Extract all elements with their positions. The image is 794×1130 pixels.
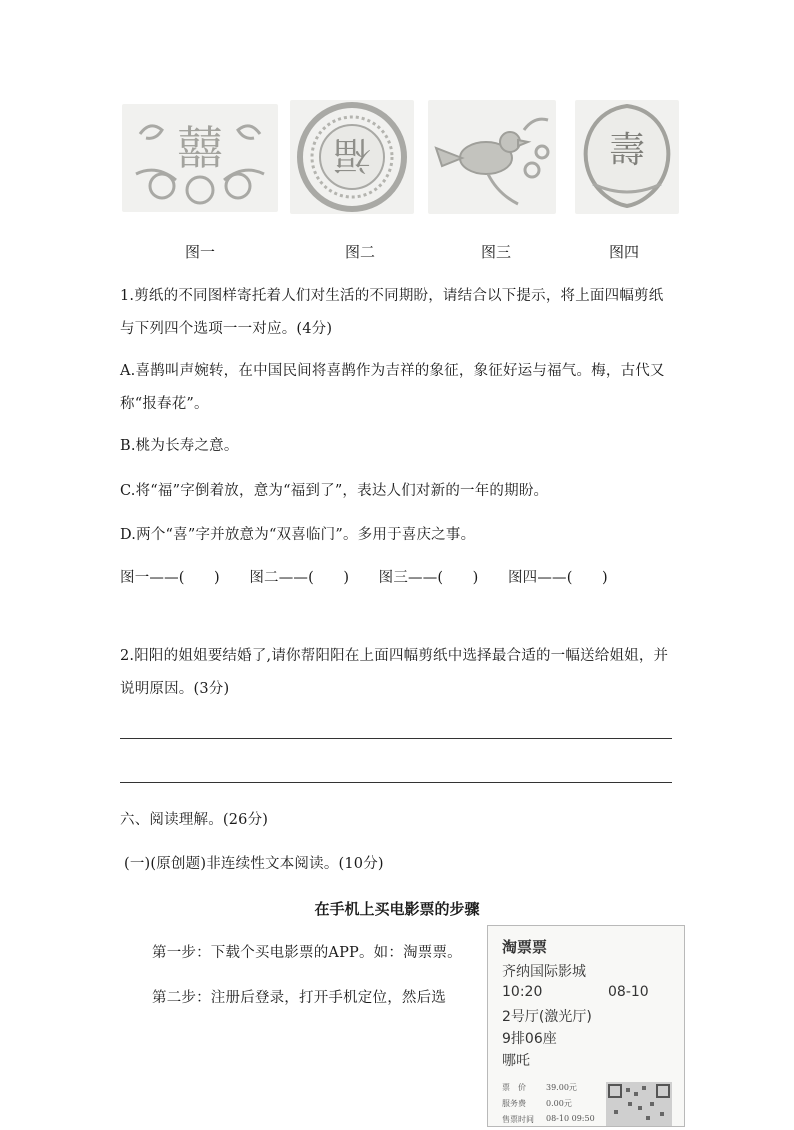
ticket-hall: 2号厅(激光厅)	[502, 1009, 592, 1025]
option-d: D.两个“喜”字并放意为“双喜临门”。多用于喜庆之事。	[120, 527, 476, 543]
section-6-subheading: (一)(原创题)非连续性文本阅读。(10分)	[124, 856, 384, 872]
option-c: C.将“福”字倒着放，意为“福到了”，表达人们对新的一年的期盼。	[120, 483, 549, 499]
step-2: 第二步：注册后登录，打开手机定位，然后选	[152, 990, 446, 1006]
ticket-price: 39.00元	[546, 1083, 577, 1092]
matching-answer-blanks[interactable]: 图一——( ) 图二——( ) 图三——( ) 图四——( )	[120, 570, 608, 586]
papercut-longevity	[575, 100, 679, 214]
question-2-prompt: 2.阳阳的姐姐要结婚了,请你帮阳阳在上面四幅剪纸中选择最合适的一幅送给姐姐，并说明原因。(3分)	[120, 648, 669, 697]
ticket-price-label: 票 价	[502, 1083, 526, 1092]
caption-figure-1: 图一	[184, 243, 215, 261]
option-b: B.桃为长寿之意。	[120, 438, 239, 454]
ticket-date: 08-10	[608, 984, 649, 1000]
papercut-fortune	[290, 100, 414, 214]
section-6-heading: 六、阅读理解。(26分)	[120, 812, 269, 828]
ticket-fee: 0.00元	[546, 1099, 572, 1108]
movie-ticket	[487, 925, 685, 1127]
ticket-brand: 淘票票	[502, 938, 548, 956]
ticket-sale-label: 售票时间	[502, 1115, 534, 1124]
papercut-magpie-plum	[428, 100, 556, 214]
answer-line-1[interactable]	[120, 738, 672, 739]
qr-code-icon	[606, 1082, 672, 1126]
svg-text:壽: 壽	[608, 130, 646, 171]
question-1-prompt: 1.剪纸的不同图样寄托着人们对生活的不同期盼，请结合以下提示，将上面四幅剪纸与下列四个选项一一对应。(4分)	[120, 288, 664, 337]
ticket-seat: 9排06座	[502, 1031, 557, 1047]
double-happiness-icon	[122, 104, 278, 212]
ticket-movie: 哪吒	[502, 1053, 530, 1069]
ticket-cinema: 齐纳国际影城	[502, 964, 586, 980]
magpie-bird-icon	[428, 100, 556, 214]
step-1: 第一步：下载个买电影票的APP。如：淘票票。	[152, 945, 462, 961]
caption-figure-3: 图三	[480, 243, 511, 261]
passage-title: 在手机上买电影票的步骤	[314, 900, 480, 918]
svg-text:福: 福	[332, 133, 372, 177]
answer-line-2[interactable]	[120, 782, 672, 783]
caption-figure-2: 图二	[344, 243, 375, 261]
caption-figure-4: 图四	[608, 243, 639, 261]
longevity-peach-icon	[575, 100, 679, 214]
ticket-sale-time: 08-10 09:50	[546, 1114, 595, 1123]
papercut-double-happiness	[122, 104, 278, 212]
option-a: A.喜鹊叫声婉转，在中国民间将喜鹊作为吉祥的象征，象征好运与福气。梅，古代又称“报春花”。	[120, 363, 665, 412]
fortune-medallion-icon	[290, 100, 414, 214]
ticket-time: 10:20	[502, 984, 543, 1000]
svg-text:囍: 囍	[177, 121, 223, 175]
ticket-fee-label: 服务费	[502, 1099, 526, 1108]
